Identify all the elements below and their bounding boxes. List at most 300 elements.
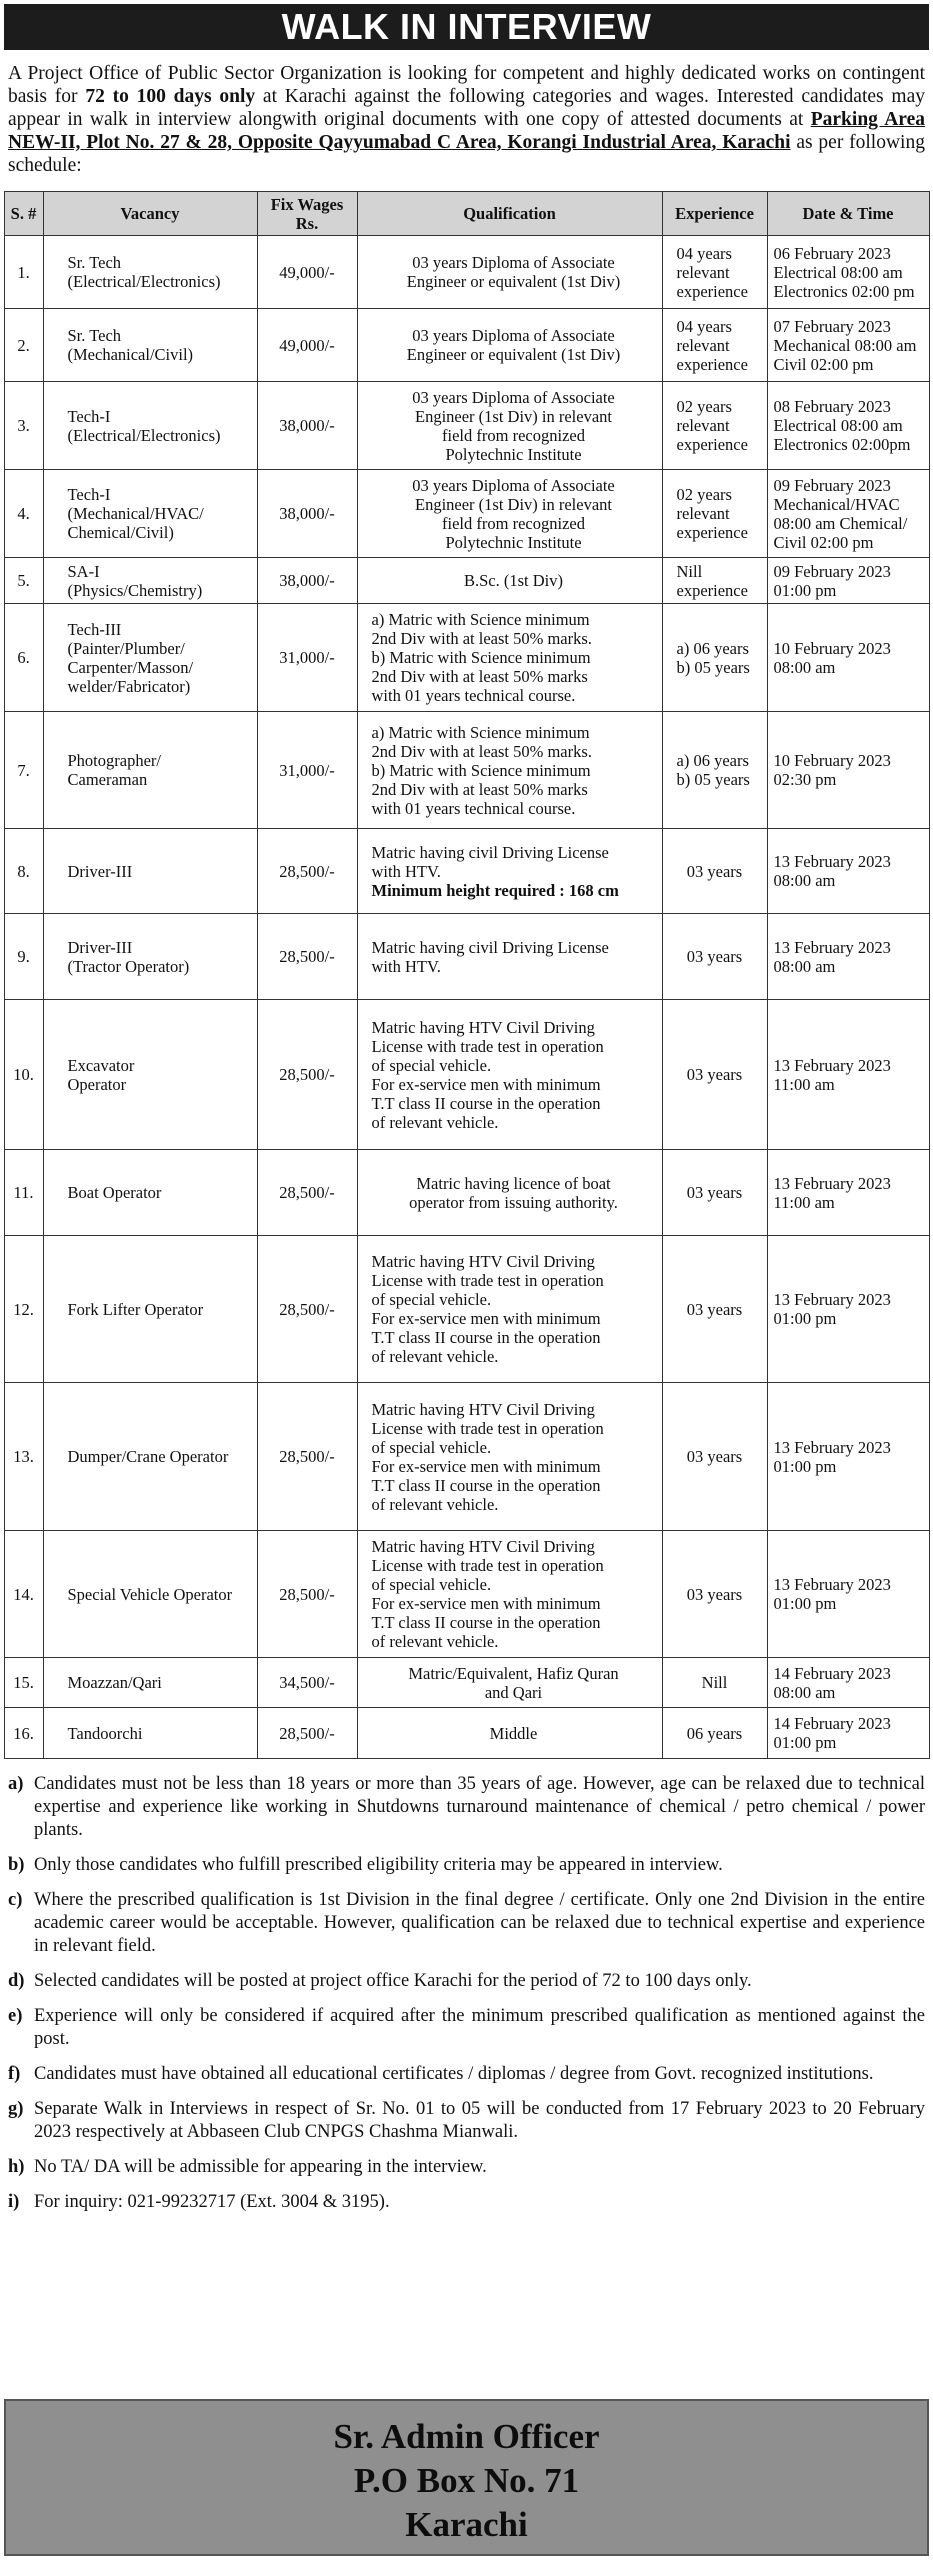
cell-line: SA-I bbox=[67, 561, 100, 581]
cell-line: T.T class II course in the operation bbox=[371, 1093, 601, 1113]
vacancy-cell bbox=[43, 914, 257, 1000]
experience-cell bbox=[662, 829, 767, 914]
experience-cell bbox=[662, 712, 767, 829]
cell-line: 13 February 2023 bbox=[773, 1575, 891, 1594]
experience-cell bbox=[662, 236, 767, 309]
header-qualification: Qualification bbox=[357, 192, 662, 236]
cell-line: 03 years Diploma of Associate bbox=[412, 326, 615, 345]
cell-line: Matric having licence of boat bbox=[416, 1173, 611, 1193]
cell-line: 06 years bbox=[686, 1723, 743, 1743]
cell-line: experience bbox=[676, 281, 748, 301]
qualification-cell bbox=[357, 1383, 662, 1531]
serial-cell: 13. bbox=[4, 1383, 43, 1531]
vacancy-cell bbox=[43, 558, 257, 604]
cell-line: 13 February 2023 bbox=[773, 1055, 891, 1075]
cell-line: Engineer or equivalent (1st Div) bbox=[406, 345, 621, 364]
intro-text-3: as per following schedule: bbox=[8, 132, 925, 176]
vacancy-cell bbox=[43, 1658, 257, 1708]
cell-line: Boat Operator bbox=[67, 1183, 162, 1202]
qualification-cell bbox=[357, 712, 662, 829]
intro-address: Parking Area NEW-II, Plot No. 27 & 28, Opposite Qayyumabad C Area, Korangi Industrial Area, Karachi bbox=[8, 109, 926, 153]
cell-line: Chemical/Civil) bbox=[67, 523, 174, 542]
serial-cell: 10. bbox=[4, 1000, 43, 1150]
wage-cell: 31,000/- bbox=[257, 604, 357, 712]
cell-line: 08 February 2023 bbox=[773, 397, 891, 416]
note-text: Where the prescribed qualification is 1st Division in the final degree / certificate. Only one 2nd Division in the entire academic career would be acceptable. However, qualification can be relaxed due to technical expertise and experience in relevant field. bbox=[34, 1890, 925, 1956]
cell-line: Sr. Tech bbox=[67, 326, 122, 345]
cell-line: (Tractor Operator) bbox=[67, 956, 190, 976]
cell-line: Moazzan/Qari bbox=[67, 1673, 162, 1692]
wage-cell: 38,000/- bbox=[257, 558, 357, 604]
note-text: No TA/ DA will be admissible for appearing in the interview. bbox=[34, 2157, 487, 2177]
cell-line: 08:00 am bbox=[773, 956, 836, 976]
cell-line: 13 February 2023 bbox=[773, 937, 891, 957]
experience-cell bbox=[662, 1658, 767, 1708]
cell-line: (Physics/Chemistry) bbox=[67, 580, 203, 600]
cell-line: 03 years bbox=[686, 1065, 743, 1084]
cell-line: 13 February 2023 bbox=[773, 1437, 891, 1457]
cell-line: a) 06 years bbox=[676, 638, 749, 658]
cell-line: relevant bbox=[676, 335, 730, 355]
table-row bbox=[4, 1150, 929, 1236]
cell-line: T.T class II course in the operation bbox=[371, 1613, 601, 1632]
vacancy-cell bbox=[43, 470, 257, 558]
cell-line: b) Matric with Science minimum bbox=[371, 760, 591, 780]
cell-line: experience bbox=[676, 580, 748, 600]
experience-cell bbox=[662, 604, 767, 712]
cell-line: Electrical 08:00 am bbox=[773, 416, 903, 435]
qualification-cell bbox=[357, 1150, 662, 1236]
wage-cell: 28,500/- bbox=[257, 1000, 357, 1150]
cell-line: Tandoorchi bbox=[67, 1723, 143, 1743]
cell-line: License with trade test in operation bbox=[371, 1271, 604, 1290]
cell-line: a) 06 years bbox=[676, 751, 749, 770]
serial-cell: 1. bbox=[4, 236, 43, 309]
vacancy-cell bbox=[43, 829, 257, 914]
cell-line: Nill bbox=[676, 561, 703, 581]
cell-line: b) 05 years bbox=[676, 657, 750, 677]
table-row bbox=[4, 1658, 929, 1708]
experience-cell bbox=[662, 470, 767, 558]
cell-line: 06 February 2023 bbox=[773, 243, 891, 263]
cell-line: Engineer or equivalent (1st Div) bbox=[406, 272, 621, 291]
serial-cell: 5. bbox=[4, 558, 43, 604]
wage-cell: 49,000/- bbox=[257, 236, 357, 309]
serial-cell: 2. bbox=[4, 309, 43, 382]
cell-line: 01:00 pm bbox=[773, 1594, 837, 1613]
cell-line: 10 February 2023 bbox=[773, 638, 891, 658]
cell-line: 09 February 2023 bbox=[773, 475, 891, 495]
cell-line: relevant bbox=[676, 262, 730, 282]
serial-cell: 15. bbox=[4, 1658, 43, 1708]
cell-line: Fork Lifter Operator bbox=[67, 1299, 204, 1319]
cell-line: Electrical 08:00 am bbox=[773, 262, 903, 282]
note-label: a) bbox=[8, 1774, 24, 1794]
note-text: Selected candidates will be posted at project office Karachi for the period of 72 to 100 days only. bbox=[34, 1971, 752, 1991]
vacancy-cell bbox=[43, 309, 257, 382]
cell-line: Electronics 02:00pm bbox=[773, 435, 911, 454]
note-label: e) bbox=[8, 2006, 23, 2026]
cell-line: 02 years bbox=[676, 485, 732, 504]
cell-line: experience bbox=[676, 354, 748, 374]
cell-line: Operator bbox=[67, 1074, 127, 1094]
qualification-cell bbox=[357, 309, 662, 382]
cell-line: 10 February 2023 bbox=[773, 751, 891, 770]
footer-po-box: P.O Box No. 71 bbox=[353, 2461, 580, 2500]
note-label: g) bbox=[8, 2099, 24, 2119]
cell-line: b) Matric with Science minimum bbox=[371, 648, 591, 667]
cell-line: Special Vehicle Operator bbox=[67, 1584, 233, 1604]
table-row bbox=[4, 604, 929, 712]
serial-cell: 16. bbox=[4, 1708, 43, 1759]
wage-cell: 28,500/- bbox=[257, 1150, 357, 1236]
qualification-cell bbox=[357, 236, 662, 309]
cell-line: of special vehicle. bbox=[371, 1290, 492, 1309]
serial-cell: 4. bbox=[4, 470, 43, 558]
cell-line: 2nd Div with at least 50% marks. bbox=[371, 629, 592, 648]
vacancy-cell bbox=[43, 1708, 257, 1759]
cell-line: Engineer (1st Div) in relevant bbox=[414, 494, 613, 514]
wage-cell: 28,500/- bbox=[257, 1531, 357, 1658]
wage-cell: 38,000/- bbox=[257, 382, 357, 470]
vacancy-cell bbox=[43, 1383, 257, 1531]
cell-line: 08:00 am bbox=[773, 1682, 836, 1702]
table-row bbox=[4, 309, 929, 382]
cell-line: (Electrical/Electronics) bbox=[67, 272, 221, 291]
qualification-cell bbox=[357, 1000, 662, 1150]
qualification-cell bbox=[357, 1531, 662, 1658]
cell-line: 13 February 2023 bbox=[773, 1173, 891, 1193]
wage-cell: 38,000/- bbox=[257, 470, 357, 558]
footer-designation: Sr. Admin Officer bbox=[333, 2417, 600, 2456]
cell-line: 14 February 2023 bbox=[773, 1714, 891, 1733]
note-text: Experience will only be considered if acquired after the minimum prescribed qualification as mentioned against the post. bbox=[34, 2006, 925, 2049]
cell-line: 01:00 pm bbox=[773, 580, 837, 600]
experience-cell bbox=[662, 914, 767, 1000]
cell-line: 01:00 pm bbox=[773, 1456, 837, 1476]
cell-line: relevant bbox=[676, 504, 730, 523]
cell-line: experience bbox=[676, 523, 748, 542]
note-item bbox=[8, 2156, 925, 2179]
cell-line: Matric having HTV Civil Driving bbox=[371, 1252, 595, 1271]
cell-line: 04 years bbox=[676, 243, 732, 263]
cell-line: (Painter/Plumber/ bbox=[67, 638, 185, 658]
cell-line: For ex-service men with minimum bbox=[371, 1456, 601, 1476]
date-time-cell bbox=[767, 309, 929, 382]
experience-cell bbox=[662, 1150, 767, 1236]
wage-cell: 28,500/- bbox=[257, 1708, 357, 1759]
notes-list bbox=[0, 1759, 933, 2214]
date-time-cell bbox=[767, 236, 929, 309]
note-item bbox=[8, 2191, 925, 2214]
cell-line: 03 years bbox=[686, 861, 743, 881]
cell-line: 07 February 2023 bbox=[773, 316, 891, 336]
cell-line: Photographer/ bbox=[67, 751, 161, 770]
header-date-time: Date & Time bbox=[767, 192, 929, 236]
cell-line: License with trade test in operation bbox=[371, 1556, 604, 1575]
date-time-cell bbox=[767, 604, 929, 712]
cell-line: License with trade test in operation bbox=[371, 1418, 604, 1438]
cell-line: For ex-service men with minimum bbox=[371, 1594, 601, 1613]
header-experience: Experience bbox=[662, 192, 767, 236]
wage-cell: 28,500/- bbox=[257, 1236, 357, 1383]
cell-line: Matric having HTV Civil Driving bbox=[371, 1017, 595, 1037]
height-requirement: Minimum height required : 168 cm bbox=[371, 880, 619, 900]
vacancy-cell bbox=[43, 604, 257, 712]
schedule-table bbox=[4, 191, 930, 1759]
wage-cell: 34,500/- bbox=[257, 1658, 357, 1708]
cell-line: 01:00 pm bbox=[773, 1309, 837, 1328]
wage-cell: 49,000/- bbox=[257, 309, 357, 382]
footer-city: Karachi bbox=[405, 2505, 528, 2544]
vacancy-cell bbox=[43, 1236, 257, 1383]
cell-line: field from recognized bbox=[442, 425, 585, 445]
cell-line: Tech-I bbox=[67, 485, 111, 504]
cell-line: 02:30 pm bbox=[773, 770, 837, 789]
cell-line: Civil 02:00 pm bbox=[773, 532, 874, 552]
experience-cell bbox=[662, 1000, 767, 1150]
cell-line: 13 February 2023 bbox=[773, 1290, 891, 1309]
cell-line: 08:00 am Chemical/ bbox=[773, 513, 908, 533]
cell-line: welder/Fabricator) bbox=[67, 676, 191, 696]
qualification-cell bbox=[357, 558, 662, 604]
cell-line: (Mechanical/Civil) bbox=[67, 345, 194, 364]
experience-cell bbox=[662, 1383, 767, 1531]
intro-text-2: at Karachi against the following categories and wages. Interested candidates may appear in walk in interview alongwith original documents with one copy of attested documents at bbox=[8, 86, 925, 130]
page-title: WALK IN INTERVIEW bbox=[4, 4, 929, 50]
cell-line: b) 05 years bbox=[676, 770, 750, 789]
cell-line: 02 years bbox=[676, 397, 732, 416]
signature-block bbox=[4, 2399, 929, 2556]
date-time-cell bbox=[767, 914, 929, 1000]
vacancy-cell bbox=[43, 236, 257, 309]
cell-line: Dumper/Crane Operator bbox=[67, 1447, 229, 1466]
note-item bbox=[8, 2063, 925, 2086]
cell-line: of special vehicle. bbox=[371, 1055, 492, 1075]
cell-line: Matric having civil Driving License bbox=[371, 937, 609, 957]
table-header-row bbox=[4, 192, 929, 236]
cell-line: 2nd Div with at least 50% marks bbox=[371, 779, 588, 799]
cell-line: and Qari bbox=[484, 1682, 543, 1702]
cell-line: 03 years Diploma of Associate bbox=[412, 387, 615, 407]
table-row bbox=[4, 1708, 929, 1759]
intro-text-1: A Project Office of Public Sector Organization is looking for competent and highly dedicated works on contingent basis for bbox=[8, 63, 925, 107]
note-text: For inquiry: 021-99232717 (Ext. 3004 & 3195). bbox=[34, 2192, 390, 2212]
date-time-cell bbox=[767, 382, 929, 470]
vacancy-cell bbox=[43, 1531, 257, 1658]
note-item bbox=[8, 1854, 925, 1877]
cell-line: T.T class II course in the operation bbox=[371, 1328, 601, 1347]
serial-cell: 14. bbox=[4, 1531, 43, 1658]
qualification-cell bbox=[357, 470, 662, 558]
note-label: d) bbox=[8, 1971, 25, 1991]
cell-line: Tech-III bbox=[67, 619, 122, 639]
experience-cell bbox=[662, 382, 767, 470]
cell-line: 2nd Div with at least 50% marks. bbox=[371, 741, 592, 761]
cell-line: Electronics 02:00 pm bbox=[773, 281, 915, 301]
cell-line: 03 years bbox=[686, 1299, 743, 1319]
qualification-cell bbox=[357, 1658, 662, 1708]
note-item bbox=[8, 1889, 925, 1958]
date-time-cell bbox=[767, 1531, 929, 1658]
cell-line: Polytechnic Institute bbox=[445, 444, 582, 464]
date-time-cell bbox=[767, 470, 929, 558]
table-row bbox=[4, 236, 929, 309]
cell-line: Driver-III bbox=[67, 861, 133, 881]
cell-line: Civil 02:00 pm bbox=[773, 354, 874, 374]
table-row bbox=[4, 1531, 929, 1658]
header-vacancy: Vacancy bbox=[43, 192, 257, 236]
note-item bbox=[8, 2098, 925, 2144]
note-item bbox=[8, 1970, 925, 1993]
qualification-cell bbox=[357, 1236, 662, 1383]
experience-cell bbox=[662, 558, 767, 604]
note-text: Candidates must not be less than 18 years or more than 35 years of age. However, age can be relaxed due to technical expertise and experience like working in Shutdowns turnaround maintenance of chemical / petro chemical / power plants. bbox=[34, 1774, 925, 1840]
serial-cell: 8. bbox=[4, 829, 43, 914]
vacancy-cell bbox=[43, 712, 257, 829]
table-row bbox=[4, 914, 929, 1000]
note-label: c) bbox=[8, 1890, 23, 1910]
cell-line: operator from issuing authority. bbox=[409, 1192, 618, 1212]
cell-line: experience bbox=[676, 435, 748, 454]
cell-line: Mechanical 08:00 am bbox=[773, 335, 917, 355]
cell-line: a) Matric with Science minimum bbox=[371, 610, 590, 629]
date-time-cell bbox=[767, 1236, 929, 1383]
cell-line: 11:00 am bbox=[773, 1192, 835, 1212]
cell-line: Carpenter/Masson/ bbox=[67, 657, 194, 677]
wage-cell: 28,500/- bbox=[257, 914, 357, 1000]
cell-line: Excavator bbox=[67, 1055, 135, 1075]
cell-line: Matric having HTV Civil Driving bbox=[371, 1537, 595, 1556]
cell-line: Sr. Tech bbox=[67, 253, 122, 272]
cell-line: T.T class II course in the operation bbox=[371, 1475, 601, 1495]
date-time-cell bbox=[767, 829, 929, 914]
qualification-cell bbox=[357, 382, 662, 470]
cell-line: of relevant vehicle. bbox=[371, 1632, 499, 1651]
cell-line: of special vehicle. bbox=[371, 1575, 492, 1594]
cell-line: with HTV. bbox=[371, 861, 441, 881]
cell-line: with HTV. bbox=[371, 956, 441, 976]
cell-line: 03 years bbox=[686, 1183, 743, 1202]
cell-line: 01:00 pm bbox=[773, 1733, 837, 1752]
note-text: Separate Walk in Interviews in respect of Sr. No. 01 to 05 will be conducted from 17 February 2023 to 20 February 2023 respectively at Abbaseen Club CNPGS Chashma Mianwali. bbox=[34, 2099, 925, 2142]
date-time-cell bbox=[767, 1708, 929, 1759]
serial-cell: 11. bbox=[4, 1150, 43, 1236]
intro-duration: 72 to 100 days only bbox=[85, 86, 256, 107]
table-row bbox=[4, 1000, 929, 1150]
cell-line: with 01 years technical course. bbox=[371, 798, 576, 818]
cell-line: Polytechnic Institute bbox=[445, 532, 582, 552]
date-time-cell bbox=[767, 1150, 929, 1236]
table-row bbox=[4, 1236, 929, 1383]
cell-line: Matric having HTV Civil Driving bbox=[371, 1399, 595, 1419]
date-time-cell bbox=[767, 712, 929, 829]
cell-line: For ex-service men with minimum bbox=[371, 1309, 601, 1328]
cell-line: of relevant vehicle. bbox=[371, 1112, 499, 1132]
table-row bbox=[4, 558, 929, 604]
cell-line: Matric having civil Driving License bbox=[371, 842, 609, 862]
schedule-body bbox=[4, 236, 929, 1759]
serial-cell: 7. bbox=[4, 712, 43, 829]
cell-line: 2nd Div with at least 50% marks bbox=[371, 667, 588, 686]
cell-line: of relevant vehicle. bbox=[371, 1494, 499, 1514]
qualification-cell bbox=[357, 1708, 662, 1759]
note-label: b) bbox=[8, 1855, 25, 1875]
date-time-cell bbox=[767, 1658, 929, 1708]
qualification-cell bbox=[357, 829, 662, 914]
date-time-cell bbox=[767, 558, 929, 604]
note-text: Candidates must have obtained all educational certificates / diplomas / degree from Govt. recognized institutions. bbox=[34, 2064, 874, 2084]
qualification-cell bbox=[357, 914, 662, 1000]
cell-line: 14 February 2023 bbox=[773, 1663, 891, 1683]
cell-line: Driver-III bbox=[67, 937, 133, 957]
note-item bbox=[8, 2005, 925, 2051]
vacancy-cell bbox=[43, 1150, 257, 1236]
cell-line: 04 years bbox=[676, 316, 732, 336]
experience-cell bbox=[662, 309, 767, 382]
cell-line: 13 February 2023 bbox=[773, 852, 891, 871]
table-row bbox=[4, 829, 929, 914]
wage-cell: 31,000/- bbox=[257, 712, 357, 829]
cell-line: 09 February 2023 bbox=[773, 561, 891, 581]
date-time-cell bbox=[767, 1383, 929, 1531]
cell-line: 08:00 am bbox=[773, 871, 836, 890]
date-time-cell bbox=[767, 1000, 929, 1150]
note-label: i) bbox=[8, 2192, 20, 2212]
cell-line: License with trade test in operation bbox=[371, 1036, 604, 1056]
serial-cell: 3. bbox=[4, 382, 43, 470]
cell-line: (Electrical/Electronics) bbox=[67, 425, 221, 445]
cell-line: Tech-I bbox=[67, 406, 111, 426]
wage-cell: 28,500/- bbox=[257, 1383, 357, 1531]
cell-line: a) Matric with Science minimum bbox=[371, 722, 590, 742]
cell-line: 03 years bbox=[686, 947, 743, 966]
table-row bbox=[4, 470, 929, 558]
cell-line: relevant bbox=[676, 416, 730, 435]
cell-line: of special vehicle. bbox=[371, 1437, 492, 1457]
wage-cell: 28,500/- bbox=[257, 829, 357, 914]
cell-line: 03 years Diploma of Associate bbox=[412, 253, 615, 272]
cell-line: 03 years bbox=[686, 1447, 743, 1466]
table-row bbox=[4, 1383, 929, 1531]
experience-cell bbox=[662, 1708, 767, 1759]
cell-line: with 01 years technical course. bbox=[371, 686, 576, 705]
intro-paragraph bbox=[0, 50, 933, 177]
note-text: Only those candidates who fulfill prescribed eligibility criteria may be appeared in interview. bbox=[34, 1855, 723, 1875]
note-item bbox=[8, 1773, 925, 1842]
cell-line: For ex-service men with minimum bbox=[371, 1074, 601, 1094]
cell-line: Middle bbox=[489, 1723, 538, 1743]
serial-cell: 6. bbox=[4, 604, 43, 712]
header-wages: Fix Wages Rs. bbox=[257, 192, 357, 236]
experience-cell bbox=[662, 1531, 767, 1658]
vacancy-cell bbox=[43, 1000, 257, 1150]
cell-line: Cameraman bbox=[67, 770, 148, 789]
cell-line: Engineer (1st Div) in relevant bbox=[414, 406, 613, 426]
cell-line: 08:00 am bbox=[773, 657, 836, 677]
cell-line: 11:00 am bbox=[773, 1074, 835, 1094]
qualification-cell bbox=[357, 604, 662, 712]
note-label: h) bbox=[8, 2157, 25, 2177]
note-label: f) bbox=[8, 2064, 21, 2084]
cell-line: 03 years Diploma of Associate bbox=[412, 475, 615, 495]
vacancy-cell bbox=[43, 382, 257, 470]
serial-cell: 9. bbox=[4, 914, 43, 1000]
experience-cell bbox=[662, 1236, 767, 1383]
cell-line: Mechanical/HVAC bbox=[773, 494, 900, 514]
table-row bbox=[4, 382, 929, 470]
header-serial: S. # bbox=[4, 192, 43, 236]
